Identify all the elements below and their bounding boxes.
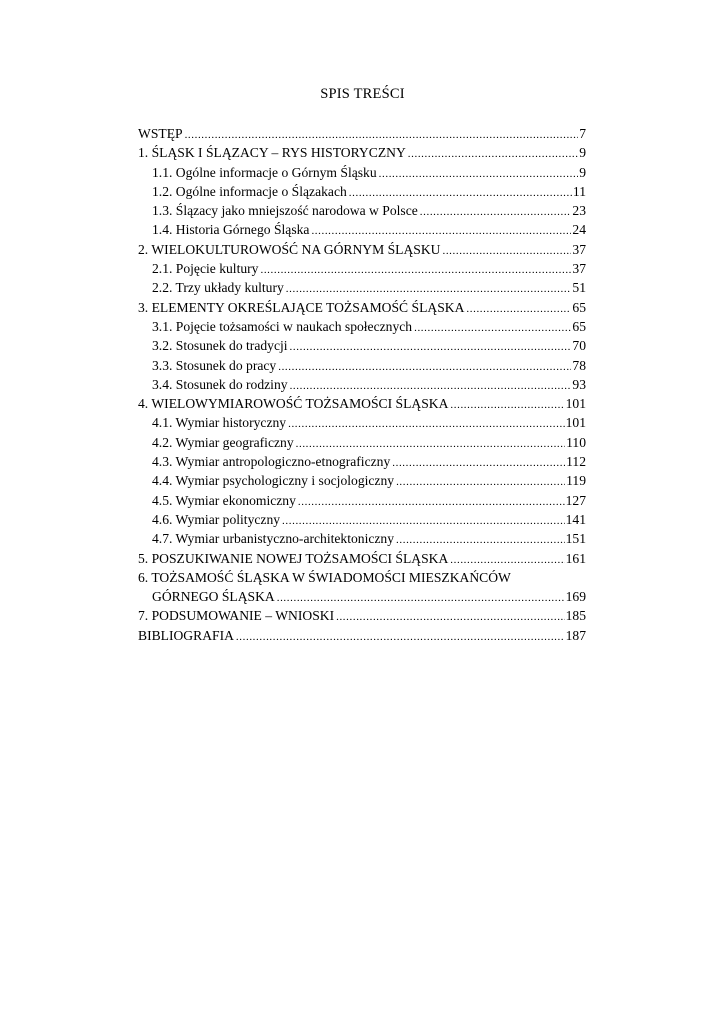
toc-entry-label: 3.1. Pojęcie tożsamości w naukach społecznych: [152, 318, 413, 334]
toc-entry-label: 3. ELEMENTY OKREŚLAJĄCE TOŻSAMOŚĆ ŚLĄSKA: [138, 299, 465, 315]
toc-page-number: 127: [565, 492, 586, 508]
toc-entry-label: 4.7. Wymiar urbanistyczno-architektoniczny: [152, 531, 395, 547]
toc-subentry: [138, 529, 586, 548]
dot-leader: [236, 628, 565, 647]
toc-entry-label: 3.2. Stosunek do tradycji: [152, 338, 288, 354]
toc-page-number: 9: [579, 164, 586, 180]
toc-page-number: 78: [572, 357, 586, 373]
toc-entry-label: WSTĘP: [138, 126, 183, 141]
toc-page-number: 24: [572, 222, 586, 238]
toc-page-number: 187: [565, 627, 586, 643]
dot-leader: [450, 396, 564, 415]
toc-subentry: [138, 220, 586, 239]
toc-entry-label: 4.5. Wymiar ekonomiczny: [152, 492, 296, 508]
toc-subentry: [138, 510, 586, 529]
toc-entry: [138, 298, 586, 317]
dot-leader: [396, 473, 565, 492]
dot-leader: [288, 415, 565, 434]
toc-entry-label: 4.4. Wymiar psychologiczny i socjologiczny: [152, 473, 395, 489]
toc-entry: [138, 143, 586, 162]
toc-entry-label: 6. TOŻSAMOŚĆ ŚLĄSKA W ŚWIADOMOŚCI MIESZKAŃCÓW: [138, 569, 511, 585]
toc-entry-label: 3.4. Stosunek do rodziny: [152, 376, 288, 392]
toc-page-number: 101: [565, 415, 586, 431]
toc-entry-label: 4.3. Wymiar antropologiczno-etnograficzny: [152, 454, 391, 470]
toc-entry-label: 1.3. Ślązacy jako mniejszość narodowa w Polsce: [152, 203, 418, 219]
toc-entry-label: BIBLIOGRAFIA: [138, 627, 234, 643]
toc-page-number: 70: [572, 338, 586, 354]
toc-subentry: [138, 375, 586, 394]
toc-page-number: 37: [572, 261, 586, 277]
toc-title: SPIS TREŚCI: [320, 86, 405, 102]
toc-page-number: 65: [572, 318, 586, 334]
toc-page-number: 141: [565, 511, 586, 527]
toc-page-number: 23: [572, 203, 586, 219]
toc-entry-label: 7. PODSUMOWANIE – WNIOSKI: [138, 608, 335, 624]
toc-entry-label: 4. WIELOWYMIAROWOŚĆ TOŻSAMOŚCI ŚLĄSKA: [138, 396, 449, 412]
toc-subentry: [138, 317, 586, 336]
toc-subentry: [138, 336, 586, 355]
toc-page-number: 110: [566, 434, 586, 450]
toc-subentry: [138, 413, 586, 432]
dot-leader: [466, 300, 571, 319]
toc-subentry: [138, 433, 586, 452]
toc-subentry: [138, 491, 586, 510]
toc-page-number: 112: [566, 454, 586, 470]
toc-entry-label: 4.1. Wymiar historyczny: [152, 415, 287, 431]
dot-leader: [298, 493, 565, 512]
toc-subentry: [138, 259, 586, 278]
toc-page-number: 11: [572, 183, 586, 199]
toc-page-number: 169: [565, 589, 586, 605]
toc-entry: [138, 626, 586, 645]
toc-entry-label: 2.2. Trzy układy kultury: [152, 280, 284, 296]
dot-leader: [408, 145, 578, 164]
toc-entry-label: 2. WIELOKULTUROWOŚĆ NA GÓRNYM ŚLĄSKU: [138, 241, 441, 257]
dot-leader: [442, 242, 571, 261]
toc-entry: [138, 587, 586, 606]
toc-entry: [138, 240, 586, 259]
toc-subentry: [138, 201, 586, 220]
toc-entry-label: 2.1. Pojęcie kultury: [152, 261, 259, 277]
dot-leader: [379, 165, 579, 184]
dot-leader: [336, 608, 565, 627]
toc-subentry: [138, 452, 586, 471]
toc-entry-label: GÓRNEGO ŚLĄSKA: [152, 589, 275, 605]
toc-entry: [138, 568, 586, 587]
toc-subentry: [138, 471, 586, 490]
toc-subentry: [138, 163, 586, 182]
toc-page-number: 101: [565, 396, 586, 412]
toc-page-number: 65: [572, 299, 586, 315]
toc-entry: [138, 606, 586, 625]
toc-subentry: [138, 182, 586, 201]
toc-page-number: 7: [579, 126, 586, 141]
table-of-contents: [138, 124, 586, 645]
toc-page-number: 9: [579, 145, 586, 161]
toc-entry-label: 1.1. Ogólne informacje o Górnym Śląsku: [152, 164, 377, 180]
toc-subentry: [138, 278, 586, 297]
toc-entry-label: 4.2. Wymiar geograficzny: [152, 434, 294, 450]
toc-page-number: 119: [566, 473, 586, 489]
toc-page-number: 185: [565, 608, 586, 624]
dot-leader: [278, 358, 571, 377]
dot-leader: [260, 261, 571, 280]
toc-entry: [138, 549, 586, 568]
dot-leader: [290, 338, 572, 357]
toc-entry-label: 4.6. Wymiar polityczny: [152, 511, 281, 527]
toc-entry-label: 5. POSZUKIWANIE NOWEJ TOŻSAMOŚCI ŚLĄSKA: [138, 550, 449, 566]
toc-page-number: 161: [565, 550, 586, 566]
toc-entry: [138, 124, 586, 143]
toc-page-number: 93: [572, 376, 586, 392]
dot-leader: [414, 319, 571, 338]
toc-entry-label: 1.2. Ogólne informacje o Ślązakach: [152, 183, 347, 199]
toc-entry-label: 1. ŚLĄSK I ŚLĄZACY – RYS HISTORYCZNY: [138, 145, 406, 161]
toc-page-number: 37: [572, 241, 586, 257]
dot-leader: [420, 203, 572, 222]
toc-page-number: 151: [565, 531, 586, 547]
toc-entry: [138, 394, 586, 413]
toc-subentry: [138, 356, 586, 375]
toc-entry-label: 3.3. Stosunek do pracy: [152, 357, 277, 373]
toc-entry-label: 1.4. Historia Górnego Śląska: [152, 222, 310, 238]
dot-leader: [392, 454, 565, 473]
toc-page-number: 51: [572, 280, 586, 296]
